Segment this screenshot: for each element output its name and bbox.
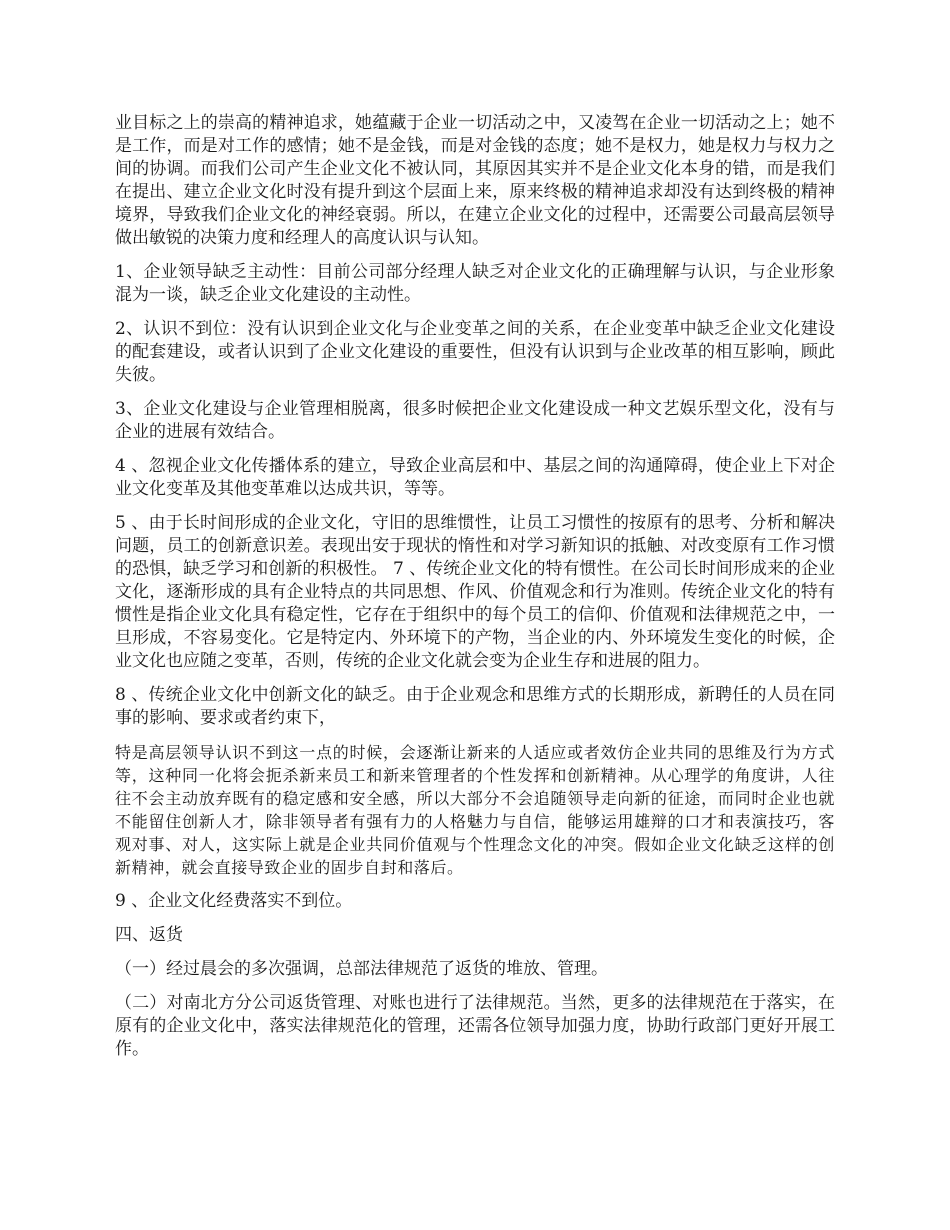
paragraph-item-8-continued: 特是高层领导认识不到这一点的时候，会逐渐让新来的人适应或者效仿企业共同的思维及行为方式等，这种同一化将会扼杀新来员工和新来管理者的个性发挥和创新精神。从心理学的角度讲，人往往不会主动放弃既有的稳定感和安全感，所以大部分不会追随领导走向新的征途，而同时企业也就不能留住创新人才，除非领导者有强有力的人格魅力与自信，能够运用雄辩的口才和表演技巧，客观对事、对人，这实际上就是企业共同价值观与个性理念文化的冲突。假如企业文化缺乏这样的创新精神，就会直接导致企业的固步自封和落后。 [115,743,835,877]
paragraph-item-9: 9 、企业文化经费落实不到位。 [115,891,353,911]
paragraph-item-2: 2、认识不到位：没有认识到企业文化与企业变革之间的关系，在企业变革中缺乏企业文化建设的配套建设，或者认识到了企业文化建设的重要性，但没有认识到与企业改革的相互影响，顾此失彼。 [115,319,835,385]
paragraph-item-8: 8 、传统企业文化中创新文化的缺乏。由于企业观念和思维方式的长期形成，新聘任的人员在同事的影响、要求或者约束下， [115,685,835,728]
paragraph-item-1: 1、企业领导缺乏主动性：目前公司部分经理人缺乏对企业文化的正确理解与认识，与企业形象混为一谈，缺乏企业文化建设的主动性。 [115,262,835,305]
section-heading-returns: 四、返货 [115,925,183,945]
paragraph-item-3: 3、企业文化建设与企业管理相脱离，很多时候把企业文化建设成一种文艺娱乐型文化，没有与企业的进展有效结合。 [115,399,835,442]
paragraph-item-5-7: 5 、由于长时间形成的企业文化，守旧的思维惯性，让员工习惯性的按原有的思考、分析和解决问题，员工的创新意识差。表现出安于现状的惰性和对学习新知识的抵触、对改变原有工作习惯的恐惧，缺乏学习和创新的积极性。 7 、传统企业文化的特有惯性。在公司长时间形成来的企业文化，逐渐形成的具有企业特点的共同思想、作风、价值观念和行为准则。传统企业文化的特有惯性是指企业文化具有稳定性，它存在于组织中的每个员工的信仰、价值观和法律规范之中，一旦形成，不容易变化。它是特定内、外环境下的产物，当企业的内、外环境发生变化的时候，企业文化也应随之变革，否则，传统的企业文化就会变为企业生存和进展的阻力。 [115,513,835,671]
paragraph-returns-1: （一）经过晨会的多次强调，总部法律规范了返货的堆放、管理。 [115,959,608,979]
paragraph-item-4: 4 、忽视企业文化传播体系的建立，导致企业高层和中、基层之间的沟通障碍，使企业上下对企业文化变革及其他变革难以达成共识，等等。 [115,456,835,499]
paragraph-returns-2: （二）对南北方分公司返货管理、对账也进行了法律规范。当然，更多的法律规范在于落实，在原有的企业文化中，落实法律规范化的管理，还需各位领导加强力度，协助行政部门更好开展工作。 [115,993,835,1059]
paragraph-intro: 业目标之上的崇高的精神追求，她蕴藏于企业一切活动之中，又凌驾在企业一切活动之上；她不是工作，而是对工作的感情；她不是金钱，而是对金钱的态度；她不是权力，她是权力与权力之间的协调。而我们公司产生企业文化不被认同，其原因其实并不是企业文化本身的错，而是我们在提出、建立企业文化时没有提升到这个层面上来，原来终极的精神追求却没有达到终极的精神境界，导致我们企业文化的神经衰弱。所以，在建立企业文化的过程中，还需要公司最高层领导做出敏锐的决策力度和经理人的高度认识与认知。 [115,113,835,248]
document-body [115,112,835,1072]
